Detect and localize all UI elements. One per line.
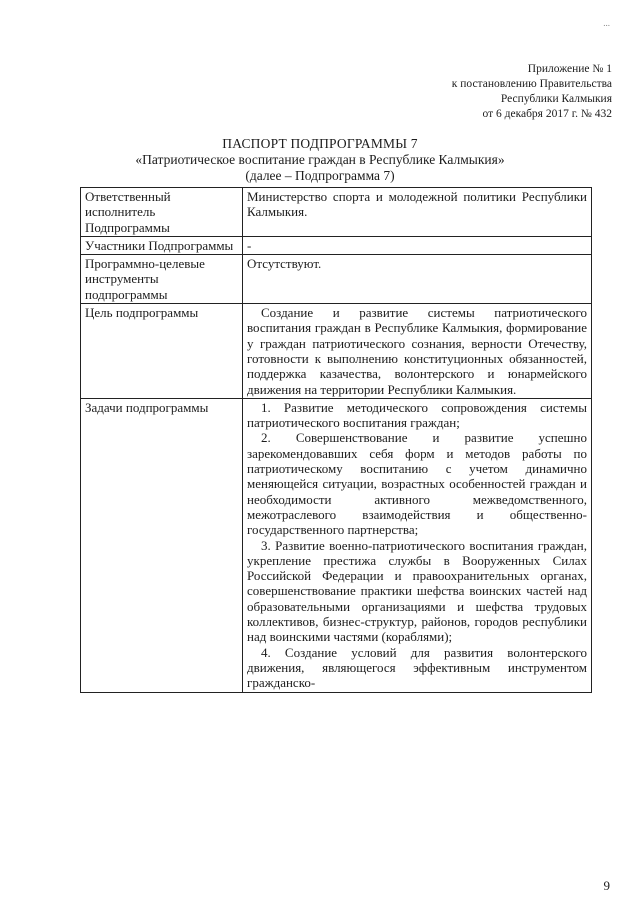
task-item: 4. Создание условий для развития волонтерского движения, являющегося эффективным инструментом гражданско- xyxy=(247,644,587,691)
row-value xyxy=(243,255,592,304)
table-row xyxy=(81,188,592,237)
document-title: ПАСПОРТ ПОДПРОГРАММЫ 7 xyxy=(222,136,418,151)
passport-table xyxy=(80,187,592,693)
appendix-line-3: Республики Калмыкия xyxy=(500,93,612,105)
subprogram-name: «Патриотическое воспитание граждан в Республике Калмыкия» xyxy=(135,152,505,167)
row-value-text: Министерство спорта и молодежной политики Республики Калмыкия. xyxy=(247,189,587,220)
row-value xyxy=(243,188,592,237)
table-row xyxy=(81,304,592,399)
row-label: Участники Подпрограммы xyxy=(81,236,243,254)
table-row xyxy=(81,236,592,254)
row-label: Программно-целевые инструменты подпрограммы xyxy=(81,255,243,304)
row-label: Цель подпрограммы xyxy=(81,304,243,399)
appendix-line-2: к постановлению Правительства xyxy=(451,78,612,90)
page-number: 9 xyxy=(603,878,610,893)
table-row xyxy=(81,255,592,304)
row-value-text: Отсутствуют. xyxy=(247,256,322,272)
row-value xyxy=(243,398,592,692)
task-item: 3. Развитие военно-патриотического воспитания граждан, укрепление престижа службы в Вооруженных Силах Российской Федерации и правоохранительных органах, совершенствование практики шефства воинских частей над образовательными организациями и шефства трудовых коллективов, бизнес-структур, районов, городов республики над воинскими частями (кораблями); xyxy=(247,537,587,645)
row-value-text: - xyxy=(247,237,252,253)
row-value xyxy=(243,304,592,399)
task-item: 1. Развитие методического сопровождения системы патриотического воспитания граждан; xyxy=(247,399,587,431)
appendix-header xyxy=(452,62,612,122)
title-block xyxy=(0,136,640,184)
appendix-line-4: от 6 декабря 2017 г. № 432 xyxy=(482,108,612,120)
row-label: Ответственный исполнитель Подпрограммы xyxy=(81,188,243,237)
row-label: Задачи подпрограммы xyxy=(81,398,243,692)
appendix-line-1: Приложение № 1 xyxy=(527,63,612,75)
row-value xyxy=(243,236,592,254)
row-value-text: Создание и развитие системы патриотического воспитания граждан в Республике Калмыкия, формирование у граждан патриотического сознания, верности Отечеству, готовности к выполнению конституционных обязанностей, поддержка казачества, волонтерского и юнармейского движения на территории Республики Калмыкия. xyxy=(247,305,587,397)
task-item: 2. Совершенствование и развитие успешно зарекомендовавших себя форм и методов работы по патриотическому воспитанию с учетом динамично меняющейся ситуации, возрастных особенностей граждан и необходимости активного межведомственного, межотраслевого взаимодействия и общественно-государственного партнерства; xyxy=(247,430,587,538)
subprogram-short-name: (далее – Подпрограмма 7) xyxy=(245,168,395,183)
table-row xyxy=(81,398,592,692)
corner-mark: ... xyxy=(603,18,610,28)
